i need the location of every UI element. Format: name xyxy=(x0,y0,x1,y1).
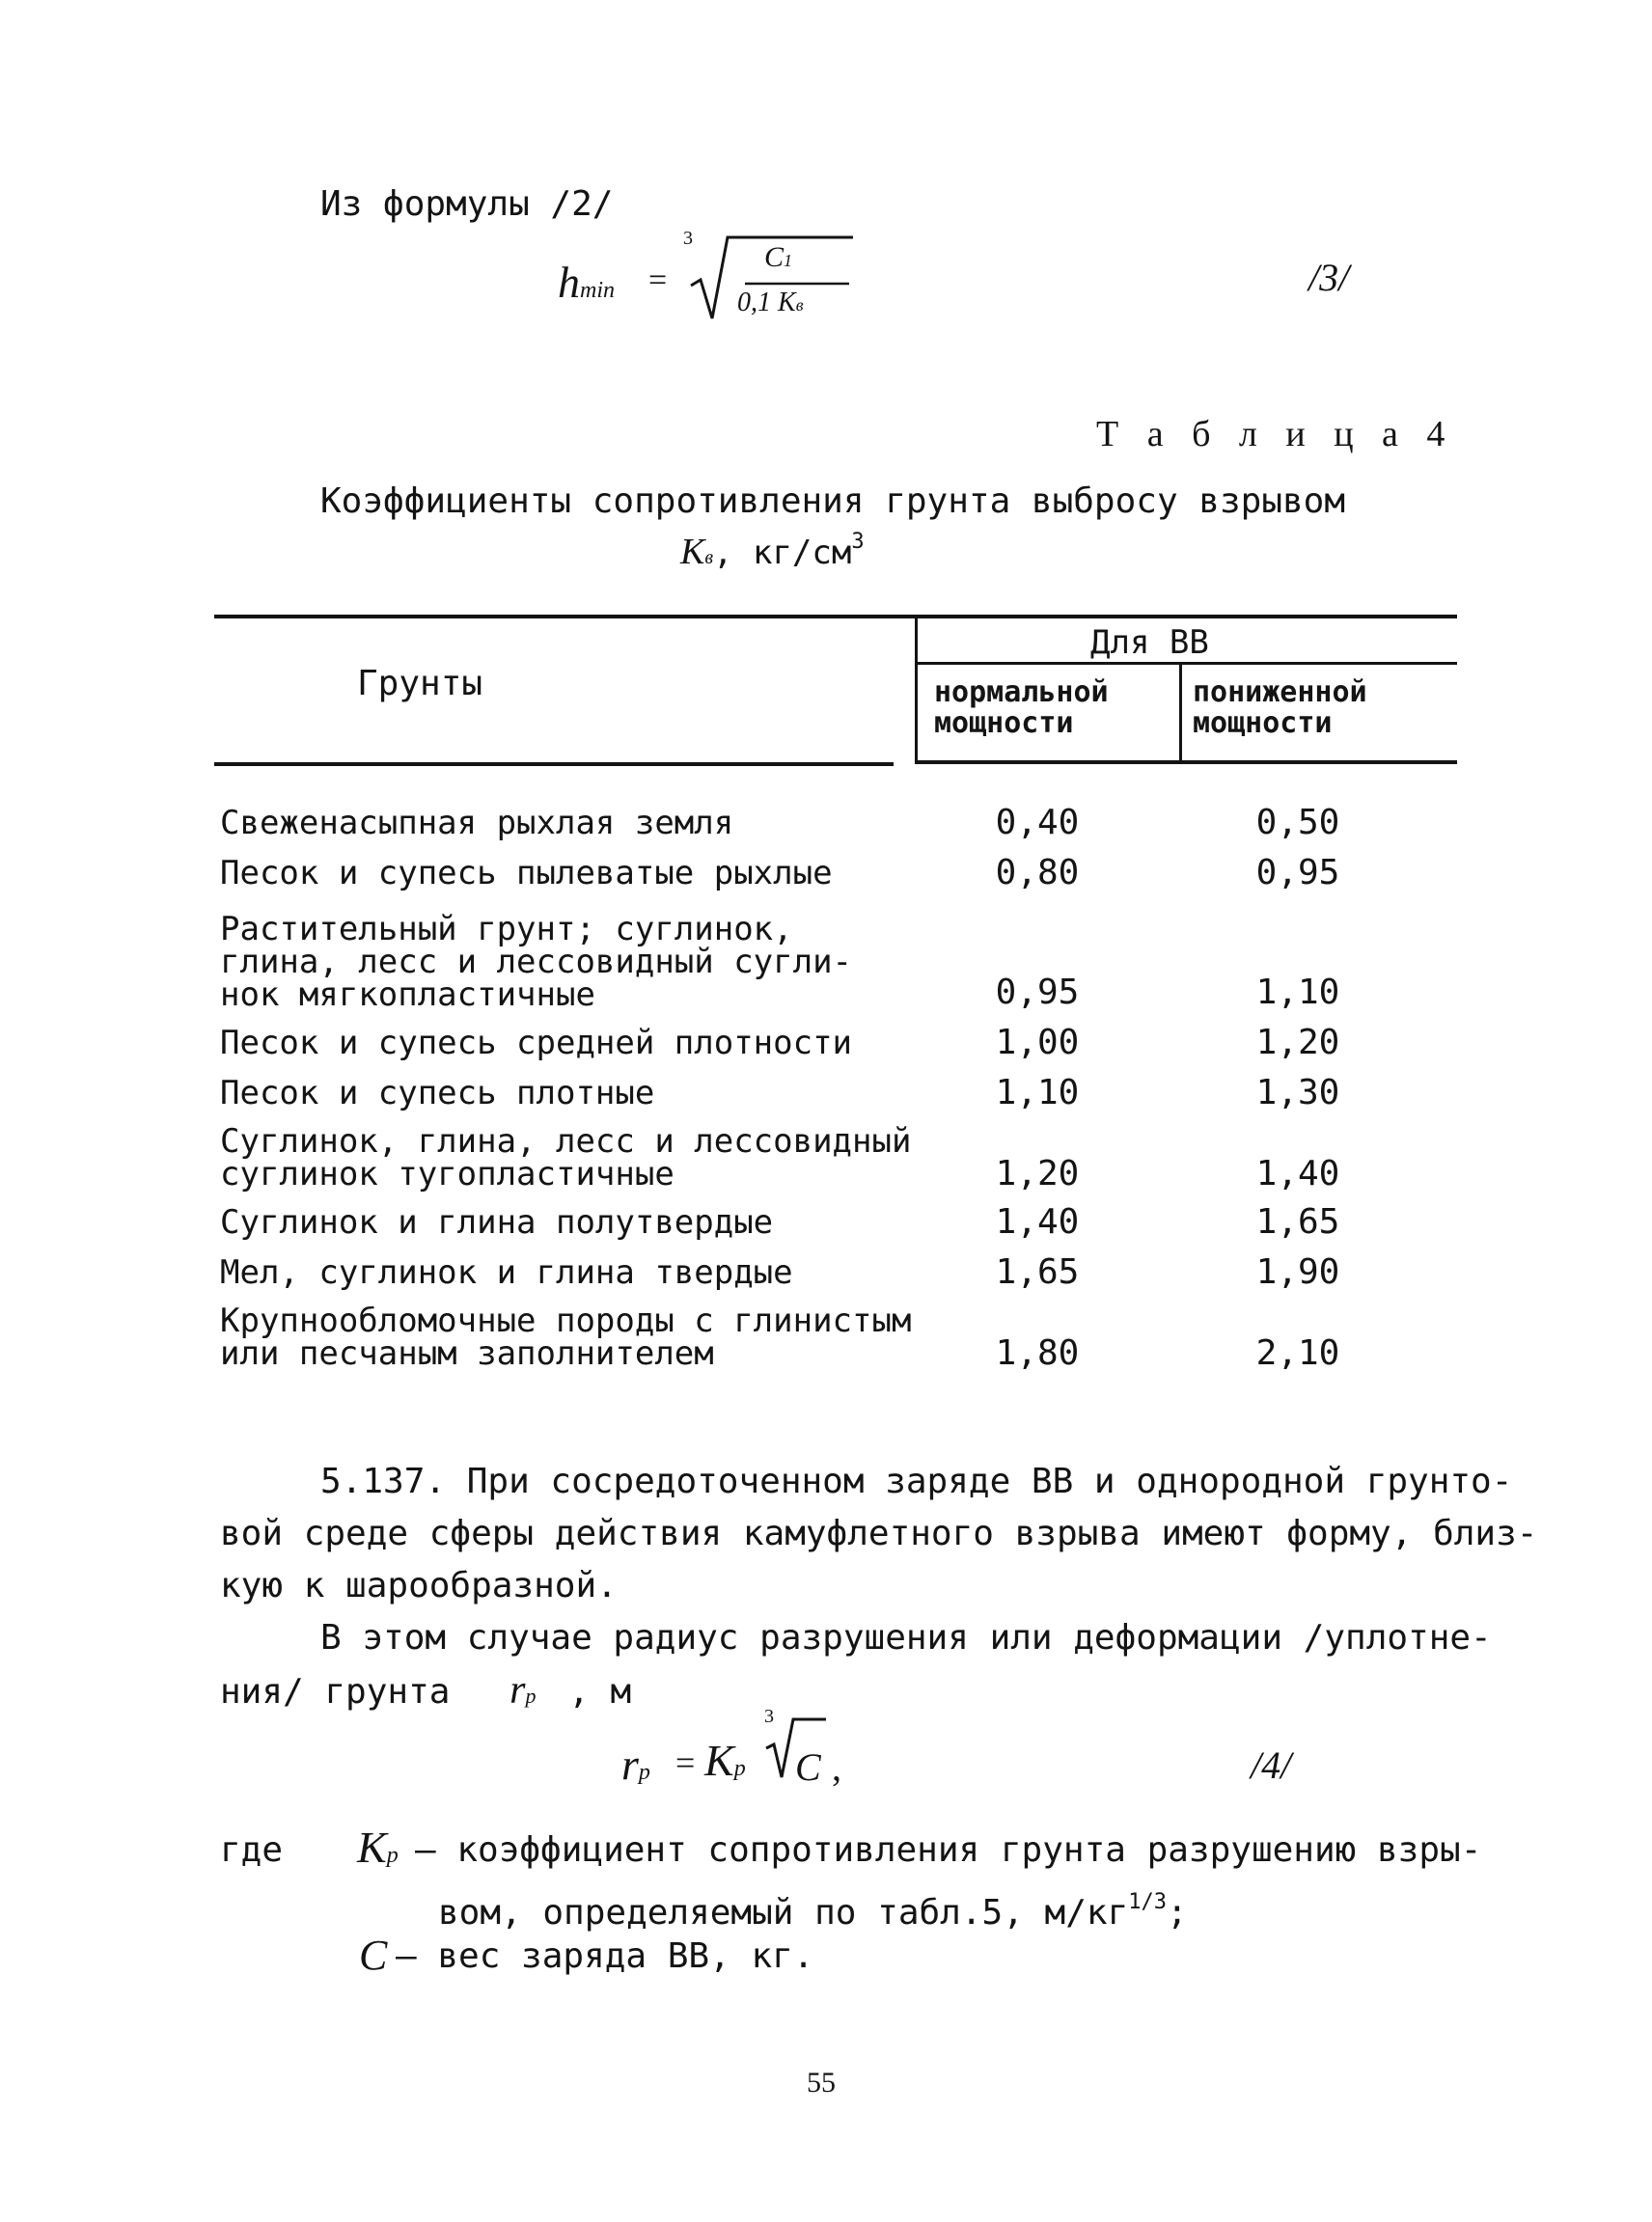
section-line-5: ния/ грунта rp , м xyxy=(220,1668,632,1713)
formula-4-coef: Kp xyxy=(704,1736,746,1785)
table-row-reduced: 1,10 xyxy=(1255,973,1340,1012)
table-row-normal: 1,00 xyxy=(995,1023,1080,1062)
page-number: 55 xyxy=(807,2067,836,2099)
table-row-soil: Суглинок и глина полутвердые xyxy=(220,1203,774,1242)
table-row-soil: Песок и супесь плотные xyxy=(220,1074,655,1112)
where-kp-symbol: Kp xyxy=(357,1823,399,1872)
table-row-normal: 1,20 xyxy=(995,1154,1080,1193)
table-row-normal: 1,10 xyxy=(995,1073,1080,1112)
where-kp-line-1: – коэффициент сопротивления грунта разрушению взры- xyxy=(415,1830,1482,1870)
table-row-reduced: 1,90 xyxy=(1255,1252,1340,1292)
table-row-soil: Крупнообломочные породы с глинистым или песчаным заполнителем xyxy=(220,1302,912,1373)
table-row-normal: 0,95 xyxy=(995,973,1080,1012)
formula-4-radicand: C xyxy=(795,1745,821,1789)
table-row-reduced: 0,50 xyxy=(1255,803,1340,842)
table-row-reduced: 0,95 xyxy=(1255,853,1340,892)
table-row-normal: 1,40 xyxy=(995,1202,1080,1242)
formula-4-root-index: 3 xyxy=(764,1706,774,1727)
table-header-bottom-rule-right xyxy=(915,760,1457,764)
table-row-reduced: 1,65 xyxy=(1255,1202,1340,1242)
table-row-reduced: 1,30 xyxy=(1255,1073,1340,1112)
formula-3-equals: = xyxy=(648,262,668,298)
formula-3-number: /3/ xyxy=(1308,256,1350,299)
where-kp-line-2: вом, определяемый по табл.5, $м/кг^{1/3}$; xyxy=(438,1890,1188,1933)
table-row-soil: Растительный грунт; суглинок, глина, лесс и лессовидный сугли- нок мягкопластичные xyxy=(220,910,853,1014)
formula-4-lhs: rp xyxy=(621,1740,650,1789)
table-row-reduced: 1,20 xyxy=(1255,1023,1340,1062)
table-row-normal: 1,80 xyxy=(995,1333,1080,1373)
formula-3-denominator: 0,1 Kв xyxy=(737,288,804,317)
table-row-reduced: 2,10 xyxy=(1255,1333,1340,1373)
table-row-soil: Песок и супесь пылеватые рыхлые xyxy=(220,854,833,892)
header-soils: Грунты xyxy=(357,664,483,703)
section-line-4: В этом случае радиус разрушения или деформации /уплотне- xyxy=(320,1618,1492,1658)
where-c-desc: – вес заряда ВВ, кг. xyxy=(396,1936,814,1976)
table-row-soil: Песок и супесь средней плотности xyxy=(220,1024,853,1062)
table-row-normal: 1,65 xyxy=(995,1252,1080,1292)
formula-3-lhs: hmin xyxy=(558,258,615,307)
table-row-reduced: 1,40 xyxy=(1255,1154,1340,1193)
header-normal: нормальной мощности xyxy=(934,675,1109,740)
table-group-rule xyxy=(918,662,1457,665)
formula-4-equals: = xyxy=(675,1743,696,1782)
where-word: где xyxy=(220,1830,284,1870)
formula-4-tail: , xyxy=(832,1745,841,1789)
table-title: Коэффициенты сопротивления грунта выбросу взрывом xyxy=(320,481,1346,521)
table-header-divider xyxy=(915,618,918,763)
table-header-bottom-rule-left xyxy=(214,762,894,766)
formula-3-root-index: 3 xyxy=(683,228,693,249)
formula-3-numerator: C1 xyxy=(764,241,793,273)
table-unit: Kв, $кг/см^3$ xyxy=(680,530,865,572)
section-line-2: вой среде сферы действия камуфлетного взрыва имеют форму, близ- xyxy=(220,1514,1538,1553)
table-label: Т а б л и ц а 4 xyxy=(1096,414,1455,454)
table-row-soil: Свеженасыпная рыхлая земля xyxy=(220,804,734,842)
header-group: Для ВВ xyxy=(1090,623,1209,662)
formula-4-number: /4/ xyxy=(1251,1743,1292,1787)
section-line-3: кую к шарообразной. xyxy=(220,1566,618,1605)
table-row-normal: 0,80 xyxy=(995,853,1080,892)
table-row-soil: Суглинок, глина, лесс и лессовидный суглинок тугопластичные xyxy=(220,1122,912,1193)
section-line-1: 5.137. При сосредоточенном заряде ВВ и однородной грунто- xyxy=(320,1462,1513,1501)
intro-text: Из формулы /2/ xyxy=(320,184,614,224)
table-row-normal: 0,40 xyxy=(995,803,1080,842)
table-row-soil: Мел, суглинок и глина твердые xyxy=(220,1253,793,1292)
header-reduced: пониженной мощности xyxy=(1193,675,1367,740)
table-subheader-divider xyxy=(1179,665,1182,763)
table-top-rule xyxy=(214,615,1457,618)
where-c-symbol: C xyxy=(359,1932,388,1979)
